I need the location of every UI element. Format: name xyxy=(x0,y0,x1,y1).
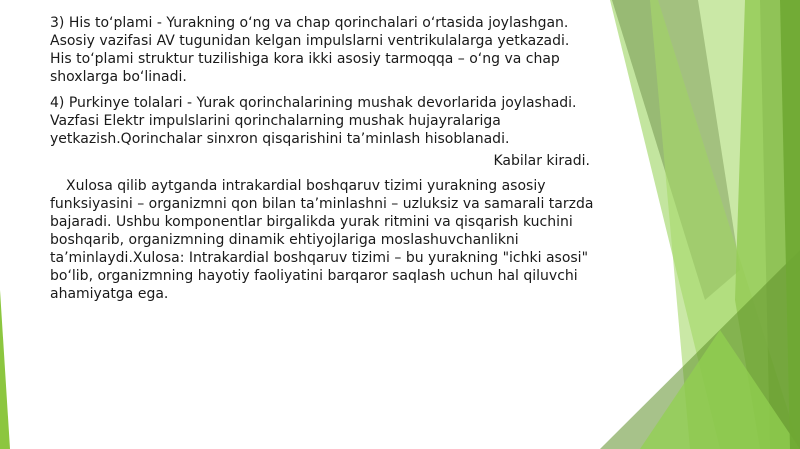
paragraph-purkinje-fibers: 4) Purkinye tolalari - Yurak qorinchalarining mushak devorlarida joylashadi. Vazfasi Elektr impulslarini qorinchalarning mushak hujayralariga yetkazish.Qorinchalar sinxron qisqarishini ta’minlash hisoblanadi. xyxy=(50,95,577,147)
paragraph-his-bundle: 3) His to‘plami - Yurakning o‘ng va chap qorinchalari o‘rtasida joylashgan. Asosiy vazifasi AV tugunidan kelgan impulslarni ventrikulalarga yetkazadi. His to‘plami struktur tuzilishiga kora ikki asosiy tarmoqqa – o‘ng va chap shoxlarga bo‘linadi. xyxy=(50,15,570,85)
right-aligned-line: Kabilar kiradi. xyxy=(493,153,590,169)
text-content xyxy=(50,14,594,303)
paragraph-conclusion: Xulosa qilib aytganda intrakardial boshqaruv tizimi yurakning asosiy funksiyasini – organizmni qon bilan ta’minlashni – uzluksiz va samarali tarzda bajaradi. Ushbu komponentlar birgalikda yurak ritmini va qisqarish kuchini boshqarib, organizmning dinamik ehtiyojlariga moslashuvchanlikni ta’minlaydi.Xulosa: Intrakardial boshqaruv tizimi – bu yurakning "ichki asosi" bo‘lib, organizmning hayotiy faoliyatini barqaror saqlash uchun hal qiluvchi ahamiyatga ega. xyxy=(50,178,594,302)
left-green-sliver xyxy=(0,290,10,449)
